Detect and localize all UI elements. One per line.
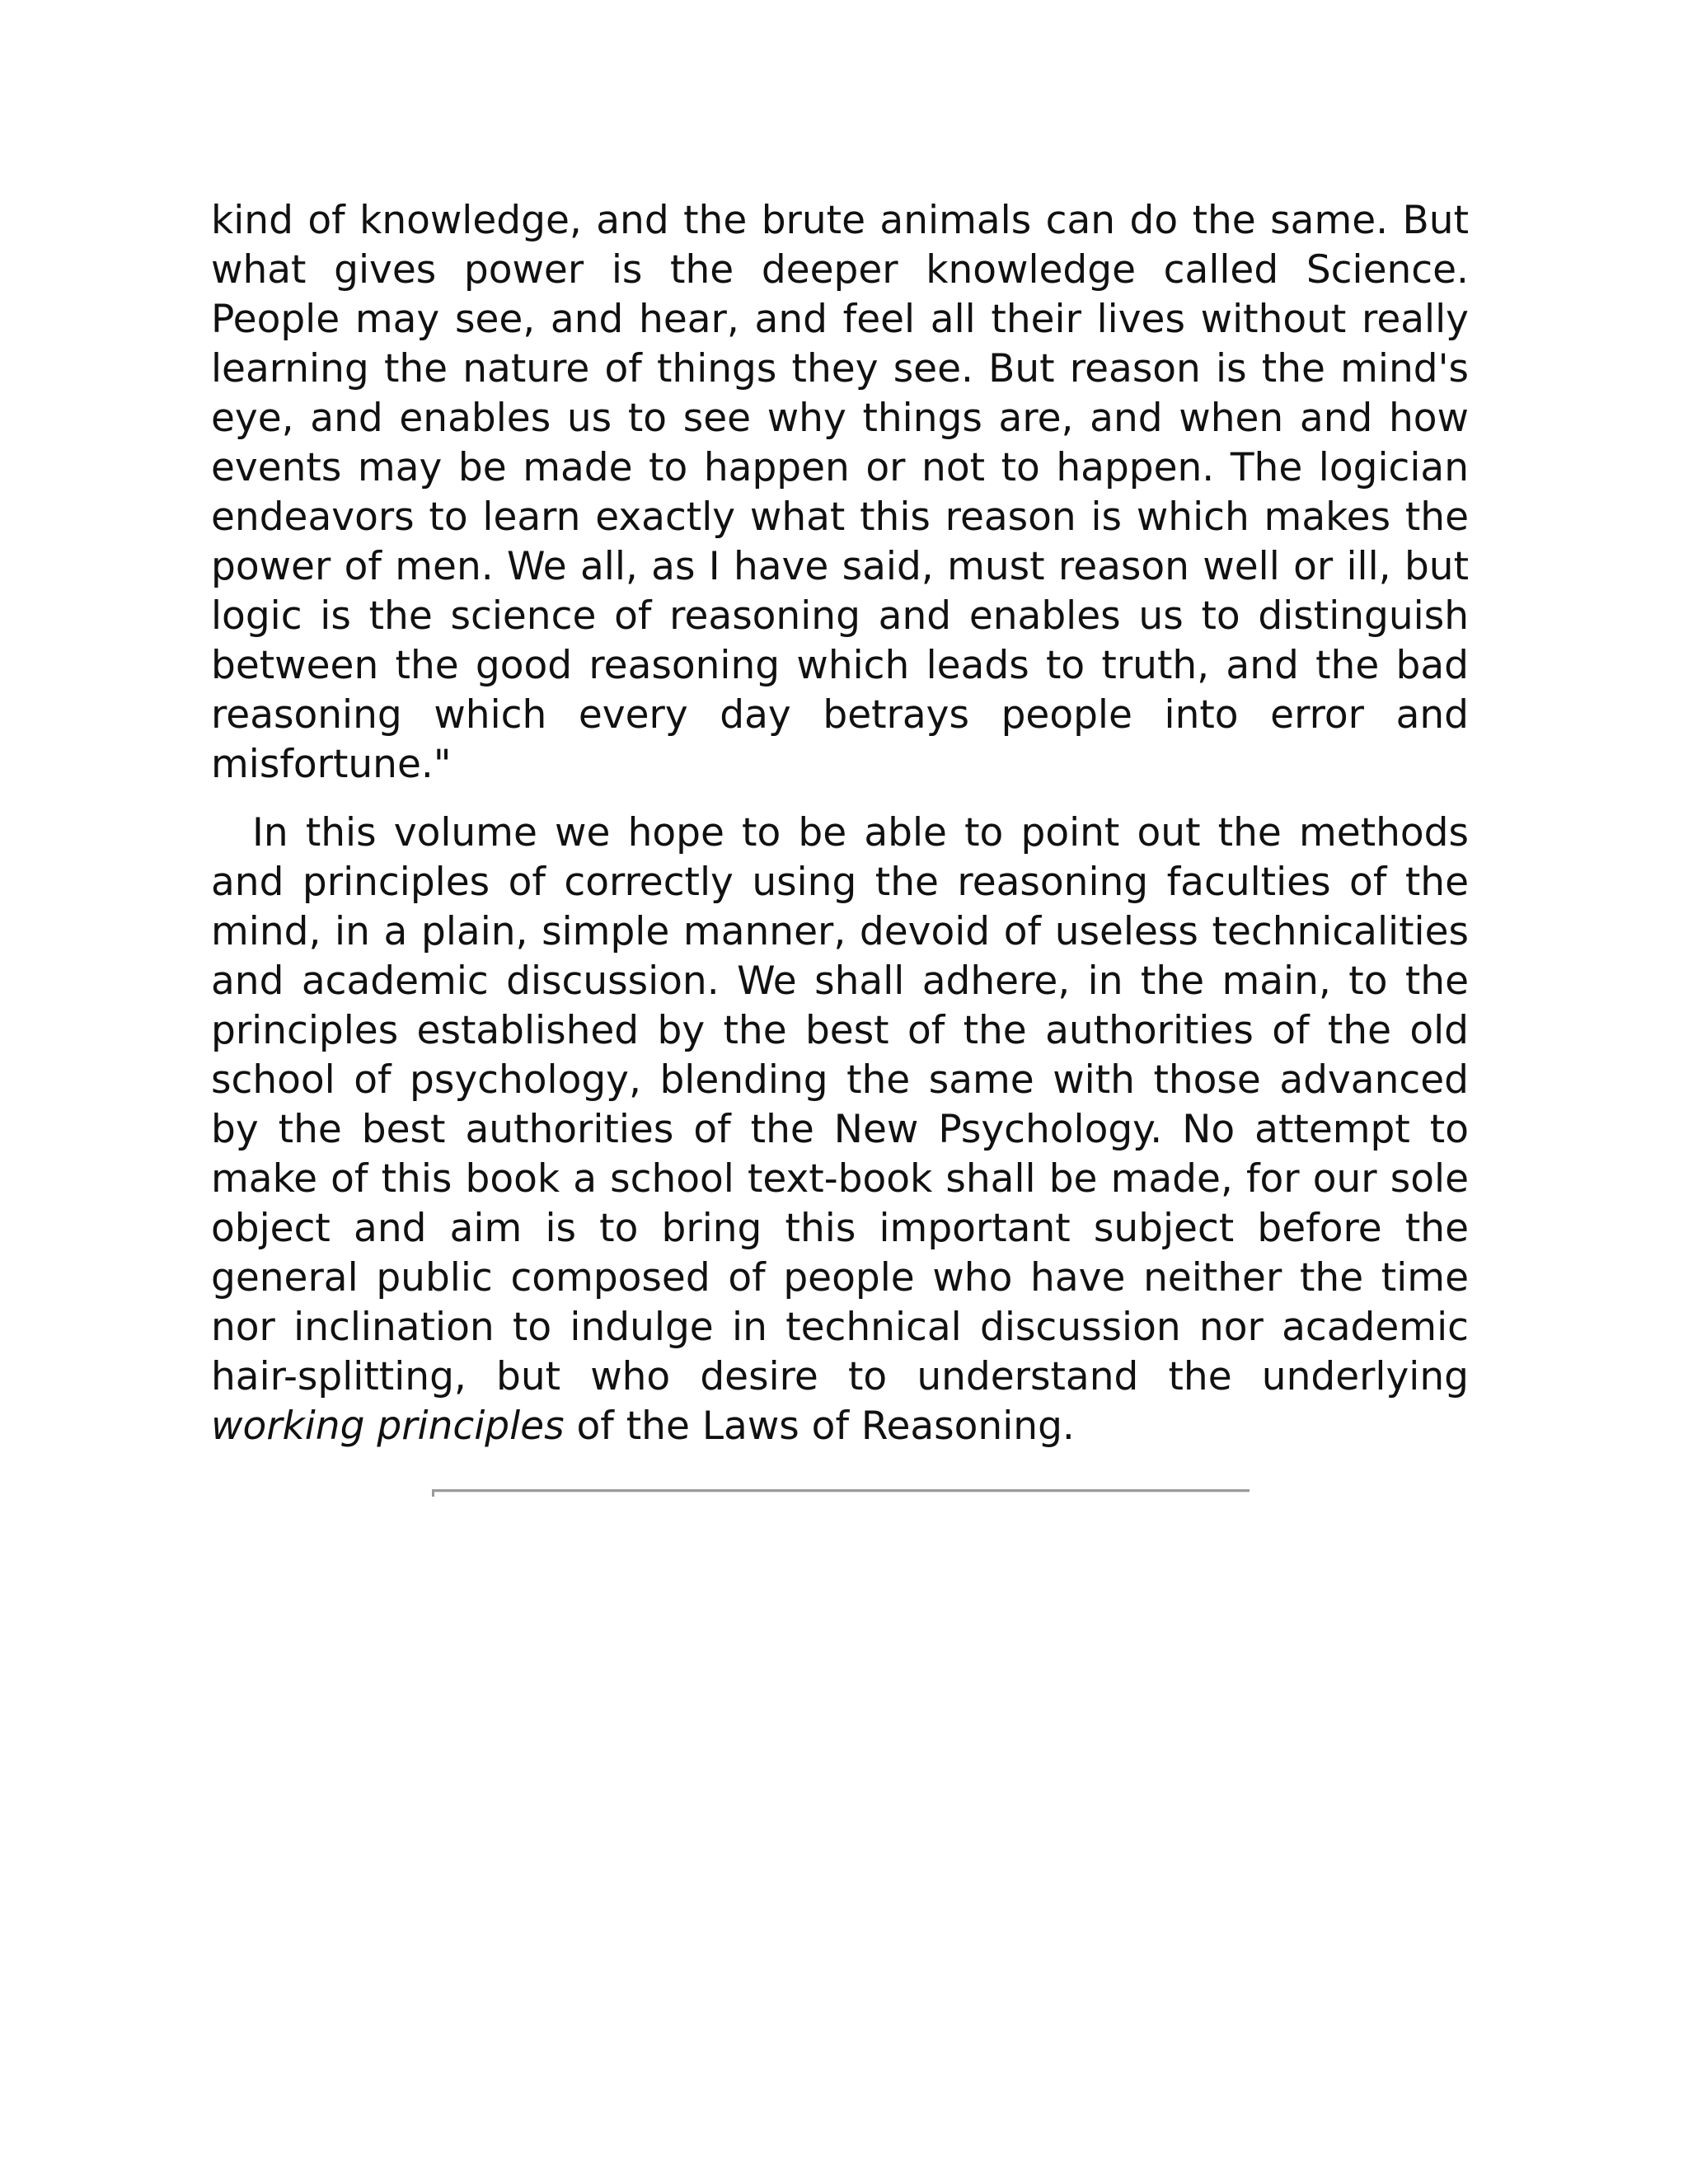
paragraph-2	[211, 808, 1469, 1451]
section-divider	[432, 1489, 1250, 1493]
paragraph-2-text-before: In this volume we hope to be able to point out the methods and principles of correctly using the reasoning faculties of the mind, in a plain, simple manner, devoid of useless technicalities and academic discussion. We shall adhere, in the main, to the principles established by the best of the authorities of the old school of psychology, blending the same with those advanced by the best authorities of the New Psychology. No attempt to make of this book a school text-book shall be made, for our sole object and aim is to bring this important subject before the general public composed of people who have neither the time nor inclination to indulge in technical discussion nor academic hair-splitting, but who desire to understand the underlying	[211, 810, 1469, 1399]
paragraph-2-emphasis: working principles	[211, 1404, 565, 1449]
paragraph-1: kind of knowledge, and the brute animals can do the same. But what gives power is the deeper knowledge called Science. People may see, and hear, and feel all their lives without really learning the nature of things they see. But reason is the mind's eye, and enables us to see why things are, and when and how events may be made to happen or not to happen. The logician endeavors to learn exactly what this reason is which makes the power of men. We all, as I have said, must reason well or ill, but logic is the science of reasoning and enables us to distinguish between the good reasoning which leads to truth, and the bad reasoning which every day betrays people into error and misfortune."	[211, 198, 1469, 787]
body-text	[211, 196, 1469, 1451]
section-divider-cap	[432, 1489, 434, 1497]
paragraph-2-text-after: of the Laws of Reasoning.	[576, 1404, 1075, 1449]
